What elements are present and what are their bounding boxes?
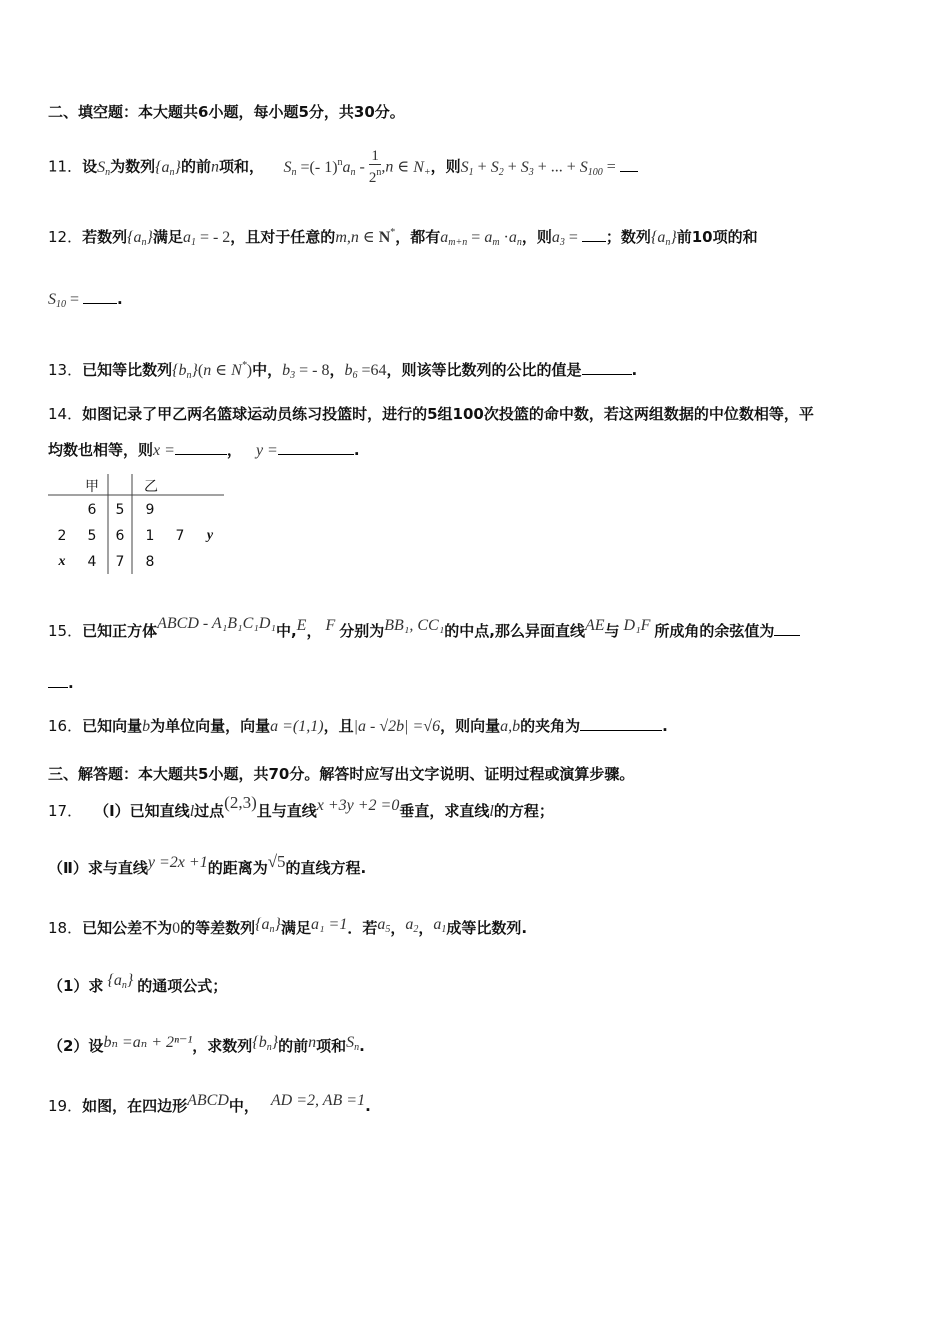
answer-blank[interactable]: [582, 360, 632, 375]
stem: 7: [115, 554, 125, 570]
question-18-part1: （1）求 $\{a_n\}$ 的通项公式；: [48, 972, 228, 995]
header-yi: 乙: [144, 479, 158, 495]
answer-blank-y[interactable]: [278, 440, 354, 455]
answer-blank-cont[interactable]: [48, 673, 68, 688]
answer-blank[interactable]: [582, 227, 606, 242]
question-number: 12．: [48, 228, 83, 246]
question-18: 18．已知公差不为0的等差数列$\{a_n\}$满足a₁ =1．若$a_5$，$a_2$，$a_1$成等比数列.: [48, 916, 528, 937]
answer-blank[interactable]: [774, 621, 800, 636]
leaf-left: 5: [87, 528, 97, 544]
section-heading-fill-in: 二、填空题：本大题共6小题，每小题5分，共30分。: [48, 103, 405, 121]
leaf-left: 2: [57, 528, 67, 544]
leaf-right-unknown: y: [206, 528, 214, 543]
answer-blank-x[interactable]: [175, 440, 227, 455]
question-15-line2: .: [48, 672, 74, 694]
leaf-right: 7: [175, 528, 185, 544]
leaf-right: 8: [145, 554, 155, 570]
leaf-right: 1: [145, 528, 155, 544]
stem-leaf-lines: [48, 474, 226, 578]
leaf-left: 6: [87, 502, 97, 518]
question-number: 16．: [48, 717, 83, 735]
stem-leaf-plot: [48, 474, 226, 578]
answer-blank[interactable]: [620, 157, 638, 172]
header-jia: 甲: [85, 479, 99, 495]
question-number: 14．: [48, 405, 83, 423]
question-16: 16．已知向量b为单位向量，向量a =(1,1)，且|a - √2b| =√6，则向量a,b的夹角为 .: [48, 717, 668, 735]
question-12-line2: $S_{10}$ = .: [48, 290, 123, 310]
question-14: 14．如图记录了甲乙两名篮球运动员练习投篮时，进行的5组100次投篮的命中数，若这两组数据的中位数相等，平: [48, 405, 814, 423]
question-19: 19．如图，在四边形ABCD中， AD =2, AB =1.: [48, 1092, 371, 1115]
leaf-left-unknown: x: [58, 554, 66, 569]
question-number: 17．: [48, 802, 83, 820]
question-12: 12．若数列$\{a_n\}$满足$a_1$ = - 2，且对于任意的m,n ∈ N*，都有$a_{m+n} = a_m \cdot a_n$，则$a_3$ = ；数列$\{a_n\}$前10项的和: [48, 227, 758, 248]
question-13: 13．已知等比数列$\{b_n\}(n$ ∈ N*)中，$b_3$ = - 8，$b_6 =64$，则该等比数列的公比的值是 .: [48, 360, 638, 381]
stem: 5: [115, 502, 125, 518]
question-17-part2: （Ⅱ）求与直线y =2x +1的距离为√5的直线方程.: [48, 852, 367, 877]
question-number: 13．: [48, 361, 83, 379]
leaf-right: 9: [145, 502, 155, 518]
question-number: 15．: [48, 622, 83, 640]
leaf-left: 4: [87, 554, 97, 570]
answer-blank[interactable]: [83, 289, 117, 304]
question-number: 18．: [48, 919, 83, 937]
question-15: 15．已知正方体ABCD - A₁B₁C₁D₁中,E， F 分别为BB₁, CC₁的中点,那么异面直线AE与 D₁F 所成角的余弦值为: [48, 620, 800, 643]
answer-blank[interactable]: [580, 716, 662, 731]
section-heading-solutions: 三、解答题：本大题共5小题，共70分。解答时应写出文字说明、证明过程或演算步骤。: [48, 765, 635, 783]
question-number: 11．: [48, 157, 83, 176]
question-18-part2: （2）设bₙ =aₙ + 2ⁿ⁻¹，求数列$\{b_n\}$的前n项和$S_n$.: [48, 1034, 365, 1055]
question-11: 11．设$S_n$为数列$\{a_n\}$的前n项和， $S_n$ =(- $1)^na_n$ - $\frac{1}{2^n}$ ,n ∈ $N_+$，则$S_1 + S_2 + S_3$ + ... + $S_{100}$ =: [48, 148, 638, 186]
question-14-line2: 均数也相等，则x = ， y = .: [48, 441, 360, 459]
question-17: 17． （Ⅰ）已知直线l过点(2,3)且与直线x +3y +2 =0垂直，求直线l的方程；: [48, 793, 554, 820]
stem: 6: [115, 528, 125, 544]
question-number: 19．: [48, 1097, 83, 1115]
